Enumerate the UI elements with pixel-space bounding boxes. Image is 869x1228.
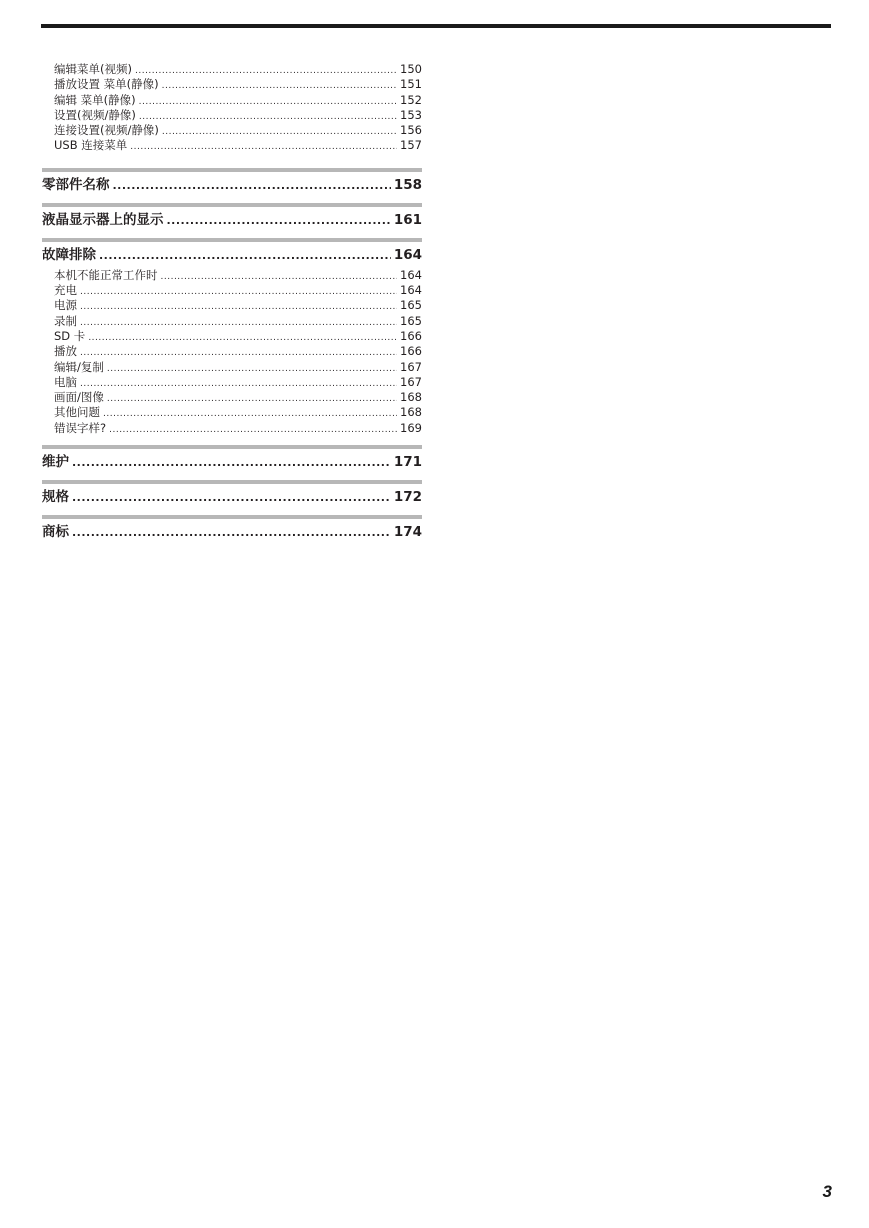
dot-leader bbox=[80, 285, 397, 298]
toc-section-heading[interactable] bbox=[42, 523, 422, 541]
toc-entry-page: 157 bbox=[400, 138, 422, 153]
toc-entry-page: 166 bbox=[400, 328, 422, 343]
toc-entry[interactable] bbox=[42, 138, 422, 153]
toc-entry[interactable] bbox=[42, 421, 422, 436]
toc-entry-page: 167 bbox=[400, 374, 422, 389]
toc-entry-page: 164 bbox=[400, 267, 422, 282]
toc-section-specifications bbox=[42, 480, 422, 506]
toc-entry-title: 错误字样? bbox=[54, 420, 107, 435]
dot-leader bbox=[162, 125, 397, 138]
toc-entry-page: 153 bbox=[400, 107, 422, 122]
toc-entry-page: 156 bbox=[400, 123, 422, 138]
toc-section-maintenance bbox=[42, 445, 422, 471]
dot-leader bbox=[161, 270, 398, 283]
toc-section-trademarks bbox=[42, 515, 422, 541]
dot-leader bbox=[107, 392, 397, 405]
toc-entry-title: 电源 bbox=[54, 298, 77, 313]
dot-leader bbox=[135, 64, 397, 77]
toc-section-lcd-display bbox=[42, 203, 422, 229]
toc-entry[interactable] bbox=[42, 77, 422, 92]
dot-leader bbox=[139, 95, 397, 108]
toc-section-heading[interactable] bbox=[42, 488, 422, 506]
toc-section-title: 商标 bbox=[42, 524, 69, 541]
toc-section-troubleshooting bbox=[42, 238, 422, 436]
toc-entry-page: 169 bbox=[400, 420, 422, 435]
dot-leader bbox=[72, 489, 391, 506]
toc-section-title: 零部件名称 bbox=[42, 176, 110, 193]
toc-section-heading[interactable] bbox=[42, 176, 422, 194]
toc-entry-page: 168 bbox=[400, 405, 422, 420]
toc-entry-title: 编辑菜单(视频) bbox=[54, 62, 132, 76]
dot-leader bbox=[167, 212, 391, 229]
toc-entry-title: 编辑 菜单(静像) bbox=[54, 92, 136, 107]
toc-entry[interactable] bbox=[42, 344, 422, 359]
toc-entry-title: 连接设置(视频/静像) bbox=[54, 123, 159, 138]
toc-entry[interactable] bbox=[42, 314, 422, 329]
toc-section-title: 规格 bbox=[42, 489, 69, 506]
dot-leader bbox=[72, 454, 391, 471]
toc-entry[interactable] bbox=[42, 375, 422, 390]
toc-entry[interactable] bbox=[42, 62, 422, 77]
toc-section-parts bbox=[42, 168, 422, 194]
toc-section-title: 液晶显示器上的显示 bbox=[42, 211, 164, 228]
toc-section-page: 171 bbox=[393, 454, 422, 471]
dot-leader bbox=[99, 247, 391, 264]
toc-section-page: 161 bbox=[393, 211, 422, 228]
toc-entry-title: 设置(视频/静像) bbox=[54, 107, 136, 122]
dot-leader bbox=[80, 300, 397, 313]
toc-section-page: 158 bbox=[393, 176, 422, 193]
toc-entry[interactable] bbox=[42, 283, 422, 298]
toc-entry-page: 168 bbox=[400, 390, 422, 405]
toc-entry[interactable] bbox=[42, 123, 422, 138]
table-of-contents bbox=[42, 62, 422, 541]
dot-leader bbox=[80, 377, 397, 390]
toc-entry-title: 播放 bbox=[54, 344, 77, 359]
toc-section-heading[interactable] bbox=[42, 453, 422, 471]
toc-entry[interactable] bbox=[42, 298, 422, 313]
dot-leader bbox=[162, 79, 397, 92]
dot-leader bbox=[72, 524, 391, 541]
toc-section-title: 故障排除 bbox=[42, 246, 96, 263]
header-rule bbox=[41, 24, 831, 28]
toc-entry-page: 150 bbox=[400, 62, 422, 76]
toc-entry[interactable] bbox=[42, 108, 422, 123]
dot-leader bbox=[113, 177, 391, 194]
toc-entry-page: 165 bbox=[400, 298, 422, 313]
toc-subentries bbox=[42, 268, 422, 436]
toc-section-heading[interactable] bbox=[42, 246, 422, 264]
dot-leader bbox=[80, 346, 397, 359]
dot-leader bbox=[139, 110, 397, 123]
dot-leader bbox=[88, 331, 397, 344]
toc-section-page: 172 bbox=[393, 489, 422, 506]
toc-entry-title: 画面/图像 bbox=[54, 390, 104, 405]
toc-section-heading[interactable] bbox=[42, 211, 422, 229]
leading-entries bbox=[42, 62, 422, 154]
dot-leader bbox=[107, 362, 397, 375]
toc-entry-title: 本机不能正常工作时 bbox=[54, 267, 158, 282]
toc-entry-title: 其他问题 bbox=[54, 405, 100, 420]
toc-entry-title: USB 连接菜单 bbox=[54, 138, 128, 153]
toc-entry-title: 编辑/复制 bbox=[54, 359, 104, 374]
toc-entry-page: 166 bbox=[400, 344, 422, 359]
page-number: 3 bbox=[822, 1182, 832, 1201]
toc-entry[interactable] bbox=[42, 93, 422, 108]
dot-leader bbox=[109, 423, 397, 436]
toc-entry-title: 播放设置 菜单(静像) bbox=[54, 77, 159, 92]
toc-section-page: 174 bbox=[393, 524, 422, 541]
toc-entry-page: 165 bbox=[400, 313, 422, 328]
toc-entry[interactable] bbox=[42, 329, 422, 344]
toc-entry-title: 录制 bbox=[54, 313, 77, 328]
toc-entry[interactable] bbox=[42, 268, 422, 283]
toc-entry-page: 164 bbox=[400, 283, 422, 298]
dot-leader bbox=[130, 140, 397, 153]
toc-section-page: 164 bbox=[393, 246, 422, 263]
toc-entry[interactable] bbox=[42, 390, 422, 405]
toc-entry-title: 电脑 bbox=[54, 374, 77, 389]
toc-entry[interactable] bbox=[42, 360, 422, 375]
toc-entry-page: 151 bbox=[400, 77, 422, 92]
toc-entry-title: SD 卡 bbox=[54, 328, 86, 343]
dot-leader bbox=[103, 407, 397, 420]
dot-leader bbox=[80, 316, 397, 329]
toc-entry-page: 152 bbox=[400, 92, 422, 107]
toc-entry-page: 167 bbox=[400, 359, 422, 374]
toc-section-title: 维护 bbox=[42, 454, 69, 471]
toc-entry[interactable] bbox=[42, 405, 422, 420]
toc-entry-title: 充电 bbox=[54, 283, 77, 298]
